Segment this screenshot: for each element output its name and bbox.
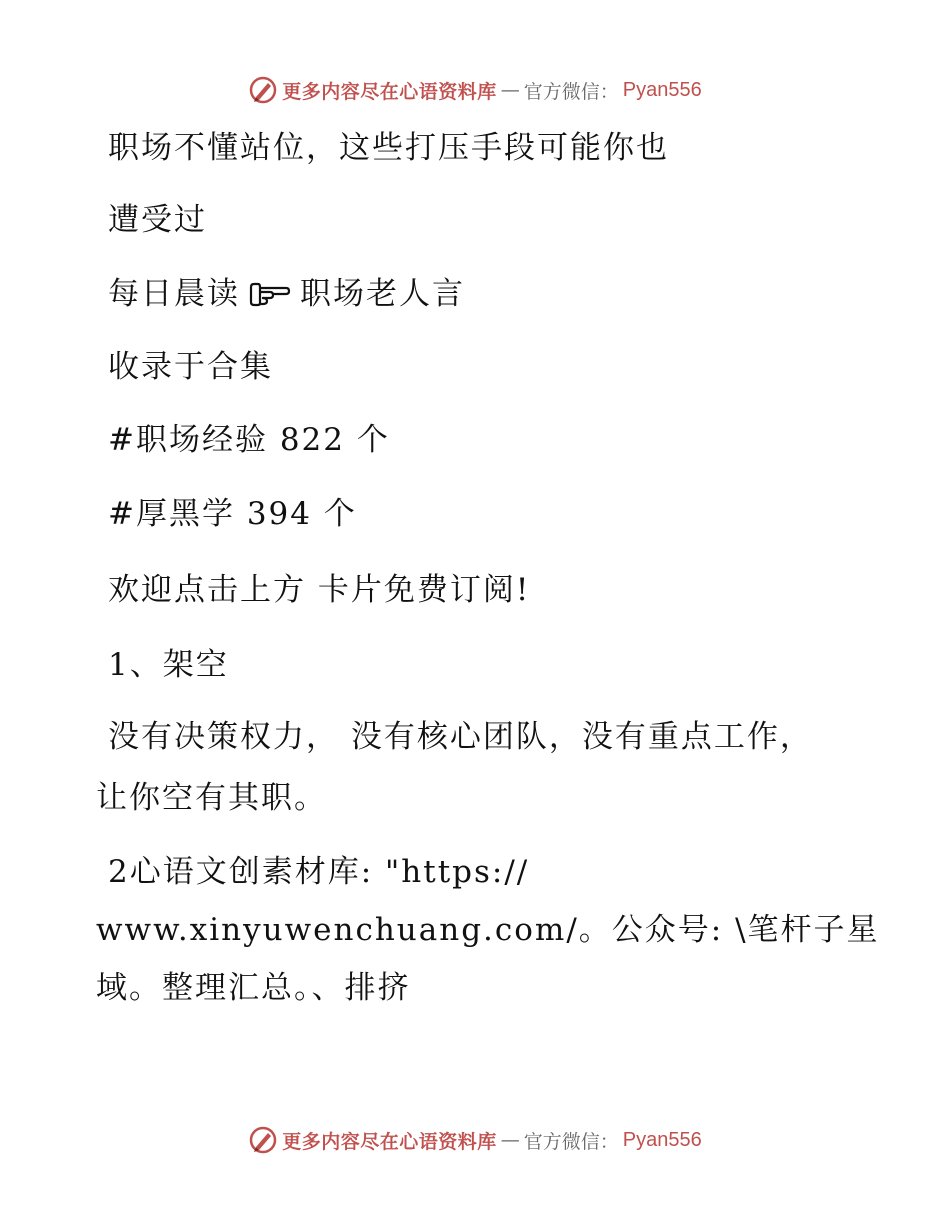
footer-watermark-banner [0, 1120, 950, 1160]
section1-body-line2: 让你空有其职。 [96, 780, 327, 816]
pointing-hand-icon [248, 279, 292, 307]
banner-dash: — [500, 79, 520, 101]
pen-logo-icon [248, 75, 278, 105]
collection-label[interactable]: 收录于合集 [108, 349, 273, 385]
section2-line2: www.xinyuwenchuang.com/。公众号: \笔杆子星 [96, 912, 880, 948]
section2-line3: 域。整理汇总。、排挤 [96, 970, 411, 1006]
banner-wechat-id: Pyan556 [622, 78, 702, 101]
banner-wechat-label: 官方微信： [523, 80, 619, 103]
pen-logo-icon [248, 1125, 278, 1155]
banner-wechat-label: 官方微信： [523, 1130, 619, 1153]
header-watermark-banner [0, 70, 950, 110]
banner-wechat-id: Pyan556 [622, 1128, 702, 1151]
subscribe-prompt: 欢迎点击上方 卡片免费订阅! [108, 572, 531, 608]
section1-heading: 1、架空 [108, 647, 229, 683]
banner-content [248, 75, 702, 105]
column-name: 每日晨读 [108, 276, 240, 312]
article-title-line1: 职场不懂站位，这些打压手段可能你也 [108, 130, 669, 166]
banner-promo-text: 更多内容尽在心语资料库 [282, 1130, 497, 1153]
tag-thick-black-study[interactable]: #厚黑学 394 个 [108, 496, 357, 532]
banner-promo-text: 更多内容尽在心语资料库 [282, 80, 497, 103]
section1-body-line1: 没有决策权力， 没有核心团队，没有重点工作， [108, 719, 813, 755]
article-title-line2: 遭受过 [108, 202, 207, 238]
section2-line1: 2心语文创素材库: "https:// [108, 854, 530, 890]
tag-workplace-experience[interactable]: #职场经验 822 个 [108, 422, 390, 458]
banner-content [248, 1125, 702, 1155]
column-subtitle: 职场老人言 [300, 276, 465, 312]
column-line [108, 274, 465, 314]
banner-dash: — [500, 1129, 520, 1151]
